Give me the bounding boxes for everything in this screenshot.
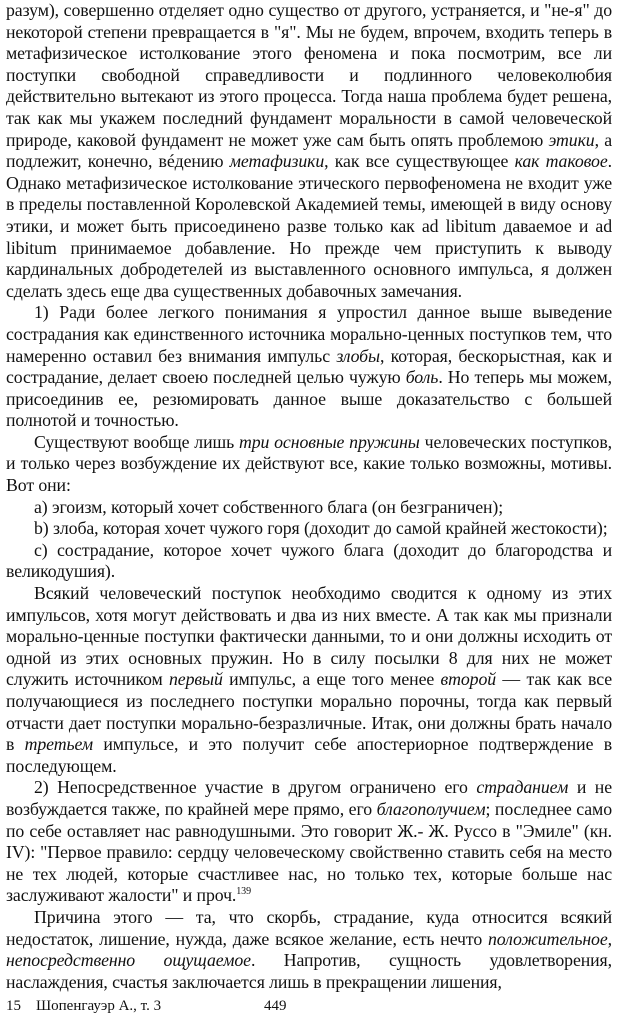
emphasis: злобы	[336, 345, 380, 366]
text-run: 2) Непосредственное участие в другом ограничено его	[34, 777, 477, 798]
text-run: импульс, а еще того менее	[222, 669, 441, 690]
text-run: и не возбуждается также, по крайней мере прямо, его	[6, 777, 612, 819]
emphasis: этики	[548, 129, 595, 150]
paragraph	[6, 583, 612, 777]
footnote-ref: 139	[236, 886, 251, 898]
text-run: Существуют вообще лишь	[34, 431, 239, 452]
text-run: . Напротив, сущность удовлетворения, наслаждения, счастья заключается лишь в прекращении лишения,	[6, 950, 612, 992]
emphasis: благополучием	[376, 798, 486, 819]
text-run: человеческих поступков, и только через возбуждение их действуют все, какие только возможны, мотивы. Вот они:	[6, 431, 612, 496]
text-run: b) злоба, которая хочет чужого горя (доходит до самой крайней жестокости);	[34, 518, 608, 539]
text-run: . Однако метафизическое истолкование этического первофеномена не входит уже в пределы поставленной Королевской Академией темы, имеющей в виду основу этики, и может быть присоединено разве только как ad libitum даваемое и ad libitum принимаемое добавление. Но прежде чем приступить к выводу кардинальных добродетелей из выставленного основного импульса, я должен сделать здесь еще два существенных добавочных замечания.	[6, 151, 612, 301]
list-item	[6, 540, 612, 583]
text-run: , а подлежит, конечно, вéдению	[6, 129, 613, 172]
emphasis: боль	[405, 367, 439, 388]
emphasis: три основные пружины	[238, 431, 420, 452]
text-run: , как все существующее	[324, 151, 515, 172]
text-run: Причина этого — та, что скорбь, страдание, куда относится всякий недостаток, лишение, нужда, даже всякое желание, есть нечто	[6, 906, 612, 949]
emphasis: метафизики	[229, 151, 325, 172]
body-text	[6, 0, 612, 993]
text-run: . Но теперь мы можем, присоединив ее, резюмировать данное выше доказательство с большей полнотой и точностью.	[6, 367, 612, 431]
list-item	[6, 518, 612, 540]
text-run: , которая, бескорыстная, как и сострадание, делает своею последней целью чужую	[6, 345, 612, 388]
emphasis: как таковое	[514, 151, 608, 172]
paragraph	[6, 777, 612, 907]
paragraph	[6, 0, 612, 302]
emphasis: первый	[169, 669, 223, 690]
emphasis: второй	[440, 669, 497, 690]
text-run: ; последнее само по себе оставляет нас равнодушными. Это говорит Ж.- Ж. Руссо в "Эмиле" (кн. IV): "Первое правило: сердцу человеческому свойственно ставить себя на место не тех людей, которые счастливее нас, но только тех, которые больше нас заслуживают жалости" и проч.	[6, 798, 612, 906]
text-run: с) сострадание, которое хочет чужого блага (доходит до благородства и великодушия).	[6, 539, 612, 582]
paragraph	[6, 907, 612, 993]
emphasis: страданием	[476, 777, 569, 798]
text-run: импульсе, и это получит себе апостериорное подтверждение в последующем.	[6, 734, 612, 776]
emphasis: положительное, непосредственно ощущаемое	[6, 928, 612, 971]
text-run: 1) Ради более легкого понимания я упростил данное выше выведение сострадания как единственного источника морально-ценных поступков тем, что намеренно оставил без внимания импульс	[6, 302, 612, 366]
text-run: а) эгоизм, который хочет собственного блага (он безграничен);	[34, 496, 504, 517]
text-run: разум), совершенно отделяет одно существо от другого, устраняется, и "не-я" до некоторой степени превращается в "я". Мы не будем, впрочем, входить теперь в метафизическое истолкование этого феномена и пока посмотрим, все ли поступки свободной справедливости и подлинного человеколюбия действительно вытекают из этого процесса. Тогда наша проблема будет решена, так как мы укажем последний фундамент моральности в самой человеческой природе, каковой фундамент не может уже сам быть опять проблемою	[6, 0, 612, 150]
paragraph	[6, 302, 612, 432]
paragraph	[6, 432, 612, 497]
emphasis: третьем	[24, 734, 94, 755]
author-volume: Шопенгауэр А., т. 3	[36, 998, 162, 1014]
text-run: — так как все получающиеся из последнего поступки морально порочны, тогда как первый отчасти дает поступки морально-безразличные. Итак, они должны брать начало в	[6, 669, 613, 755]
text-run: Всякий человеческий поступок необходимо сводится к одному из этих импульсов, хотя могут действовать и два из них вместе. А так как мы признали морально-ценные поступки фактически данными, то и они должны исходить от одной из этих основных пружин. Но в силу посылки 8 для них не может служить источником	[6, 583, 612, 690]
page-number: 449	[264, 998, 287, 1014]
list-item	[6, 497, 612, 519]
signature-mark: 15	[6, 998, 21, 1014]
